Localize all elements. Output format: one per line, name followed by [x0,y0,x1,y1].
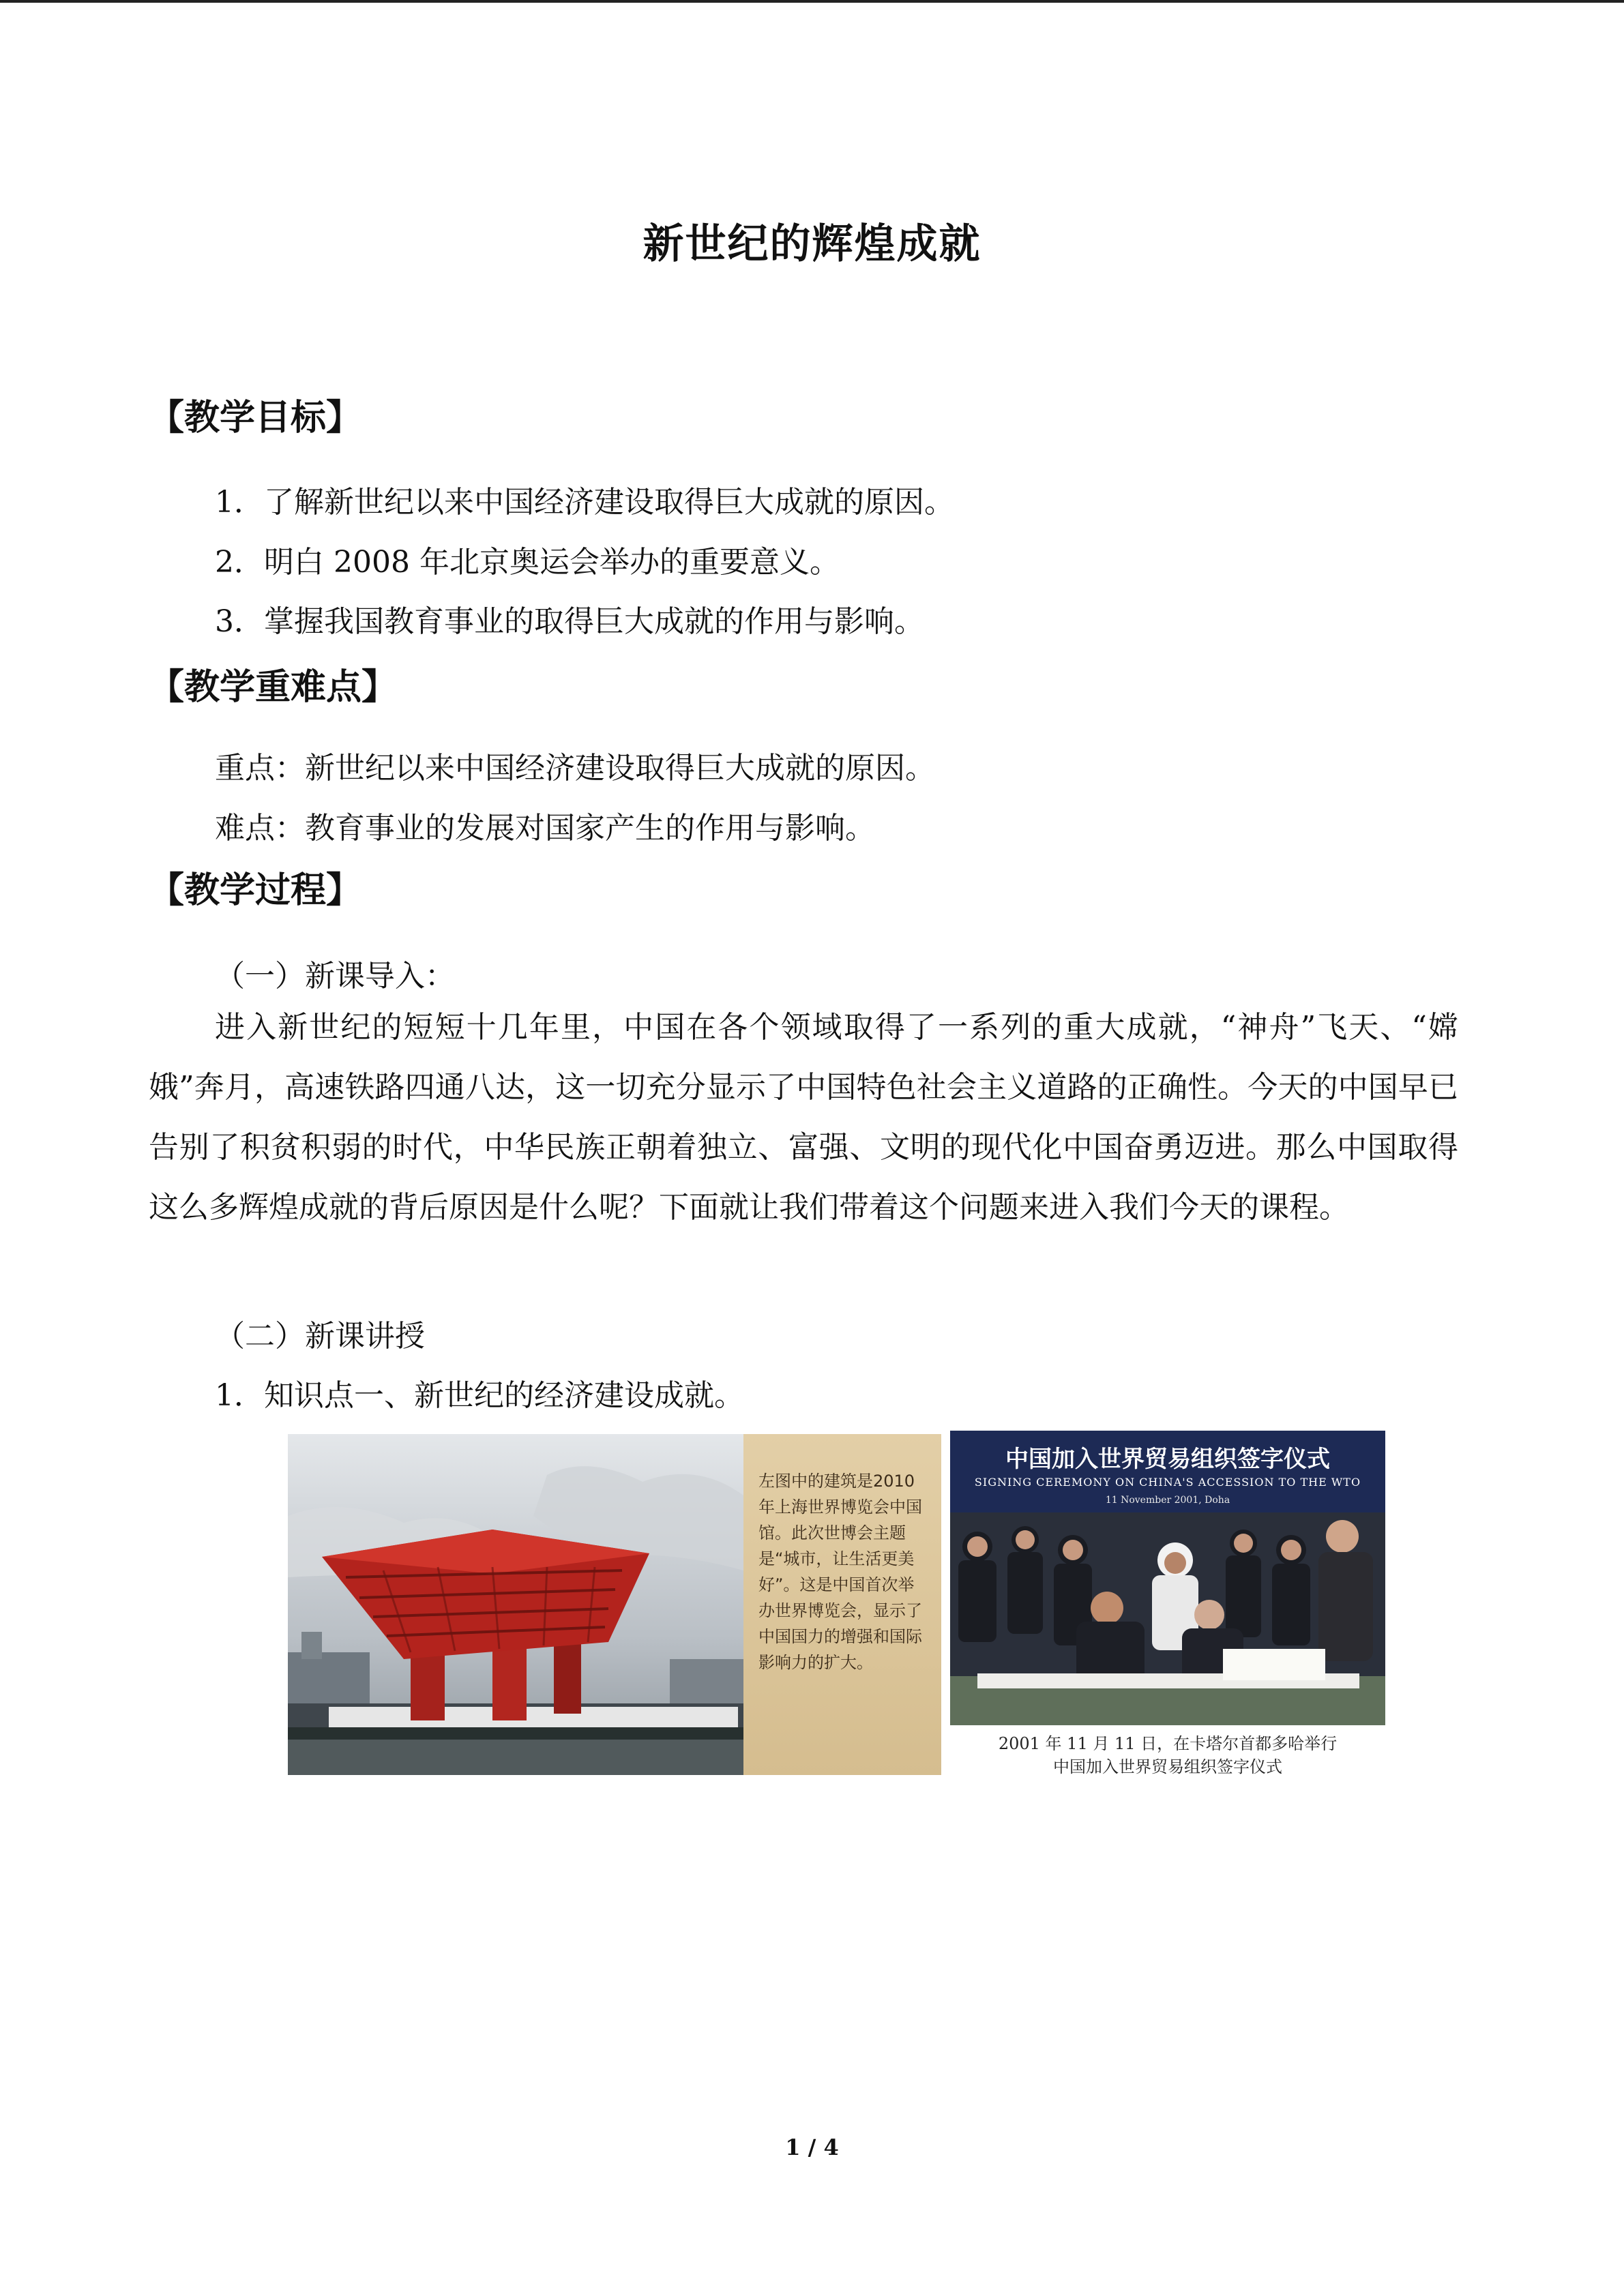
expo-figure [288,1434,941,1775]
objectives-heading: 【教学目标】 [149,398,362,438]
lecture-label: （二）新课讲授 [215,1319,425,1354]
wto-banner-english: SIGNING CEREMONY ON CHINA'S ACCESSION TO THE WTO [974,1476,1361,1489]
intro-label: （一）新课导入： [215,959,455,994]
expo-caption: 左图中的建筑是2010年上海世界博览会中国馆。此次世博会主题是“城市，让生活更美好”。这是中国首次举办世界博览会，显示了中国国力的增强和国际影响力的扩大。 [743,1434,941,1775]
wto-caption [950,1732,1385,1778]
china-pavilion-photo [288,1434,743,1775]
process-heading: 【教学过程】 [149,870,362,911]
objective-item-2: 2．明白 2008 年北京奥运会举办的重要意义。 [215,545,840,580]
top-border [0,0,1624,3]
focus-point: 重点：新世纪以来中国经济建设取得巨大成就的原因。 [215,751,935,786]
wto-figure [950,1431,1385,1725]
wto-signing-photo [950,1512,1385,1725]
knowledge-point-1: 1．知识点一、新世纪的经济建设成就。 [215,1378,744,1413]
key-points-heading: 【教学重难点】 [149,667,398,708]
wto-caption-line-2: 中国加入世界贸易组织签字仪式 [1053,1757,1282,1776]
page-number: 1 / 4 [785,2134,839,2160]
wto-banner-chinese: 中国加入世界贸易组织签字仪式 [1005,1446,1330,1473]
wto-caption-line-1: 2001 年 11 月 11 日，在卡塔尔首都多哈举行 [998,1734,1338,1753]
intro-paragraph: 进入新世纪的短短十几年里，中国在各个领域取得了一系列的重大成就，“神舟”飞天、“嫦娥”奔月，高速铁路四通八达，这一切充分显示了中国特色社会主义道路的正确性。今天的中国早已告别了积贫积弱的时代，中华民族正朝着独立、富强、文明的现代化中国奋勇迈进。那么中国取得这么多辉煌成就的背后原因是什么呢？下面就让我们带着这个问题来进入我们今天的课程。 [149,1010,1458,1225]
difficulty-point: 难点：教育事业的发展对国家产生的作用与影响。 [215,811,875,846]
wto-banner-date: 11 November 2001, Doha [1105,1495,1230,1506]
objective-item-3: 3．掌握我国教育事业的取得巨大成就的作用与影响。 [215,604,924,639]
objective-item-1: 1．了解新世纪以来中国经济建设取得巨大成就的原因。 [215,485,954,520]
page-title: 新世纪的辉煌成就 [643,220,981,268]
